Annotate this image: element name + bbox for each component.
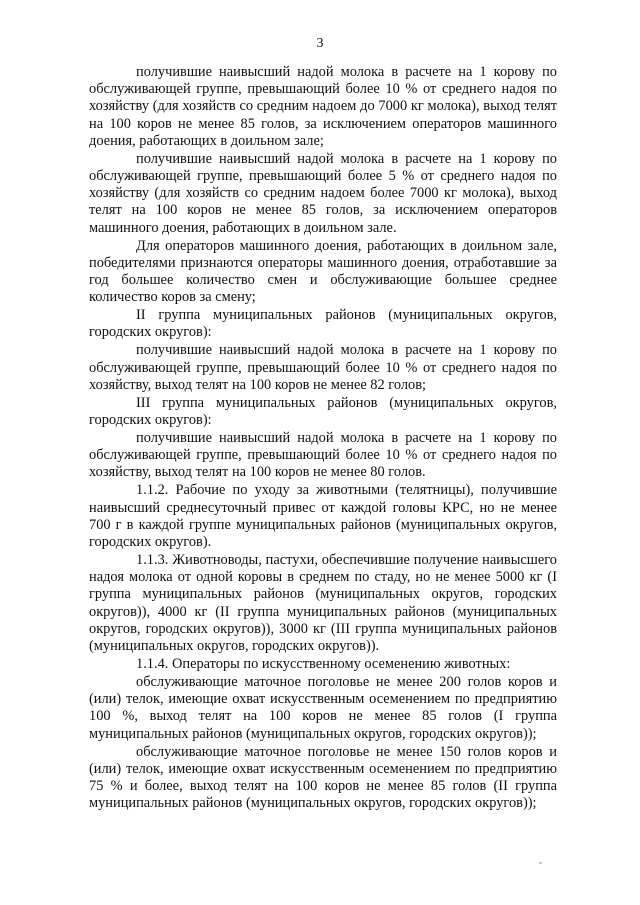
paragraph: Для операторов машинного доения, работающих в доильном зале, победителями признаются операторы машинного доения, отработавшие за год большее количество смен и обслуживающие большее среднее количество коров за смену; [89, 237, 557, 306]
paragraph: 1.1.4. Операторы по искусственному осеменению животных: [136, 656, 511, 673]
paragraph: получившие наивысший надой молока в расчете на 1 корову по обслуживающей группе, превышающий более 10 % от среднего надоя по хозяйству, выход телят на 100 коров не менее 82 голов; [89, 342, 557, 393]
page-number: 3 [316, 36, 324, 51]
scan-speck [539, 862, 542, 864]
paragraph: 1.1.2. Рабочие по уходу за животными (телятницы), получившие наивысший среднесуточный привес от каждой головы КРС, но не менее 700 г в каждой группе муниципальных районов (муниципальных округов, городских округов). [89, 482, 557, 551]
paragraph: получившие наивысший надой молока в расчете на 1 корову по обслуживающей группе, превышающий более 10 % от среднего надоя по хозяйству, выход телят на 100 коров не менее 80 голов. [89, 430, 557, 481]
document-body [89, 64, 557, 813]
paragraph: получившие наивысший надой молока в расчете на 1 корову по обслуживающей группе, превышающий более 10 % от среднего надоя по хозяйству (для хозяйств со средним надоем до 7000 кг молока), выход телят на 100 коров не менее 85 голов, за исключением операторов машинного доения, работающих в доильном зале; [89, 64, 557, 149]
paragraph: обслуживающие маточное поголовье не менее 200 голов коров и (или) телок, имеющие охват искусственным осеменением по предприятию 100 %, выход телят на 100 коров не менее 85 голов (I группа муниципальных районов (муниципальных округов, городских округов)); [89, 674, 557, 742]
paragraph: обслуживающие маточное поголовье не менее 150 голов коров и (или) телок, имеющие охват искусственным осеменением по предприятию 75 % и более, выход телят на 100 коров не менее 85 голов (II группа муниципальных районов (муниципальных округов, городских округов)); [89, 743, 557, 812]
paragraph: III группа муниципальных районов (муниципальных округов, городских округов): [89, 394, 557, 429]
paragraph: 1.1.3. Животноводы, пастухи, обеспечившие получение наивысшего надоя молока от одной коровы в среднем по стаду, но не менее 5000 кг (I группа муниципальных районов (муниципальных округов, городских округов)), 4000 кг (II группа муниципальных районов (муниципальных округов, городских округов)), 3000 кг (III группа муниципальных районов (муниципальных округов, городских округов)). [89, 552, 557, 655]
paragraph: получившие наивысший надой молока в расчете на 1 корову по обслуживающей группе, превышающий более 5 % от среднего надоя по хозяйству (для хозяйств со средним надоем более 7000 кг молока), выход телят на 100 коров не менее 85 голов, за исключением операторов машинного доения, работающих в доильном зале. [89, 150, 557, 236]
paragraph: II группа муниципальных районов (муниципальных округов, городских округов): [89, 307, 557, 341]
